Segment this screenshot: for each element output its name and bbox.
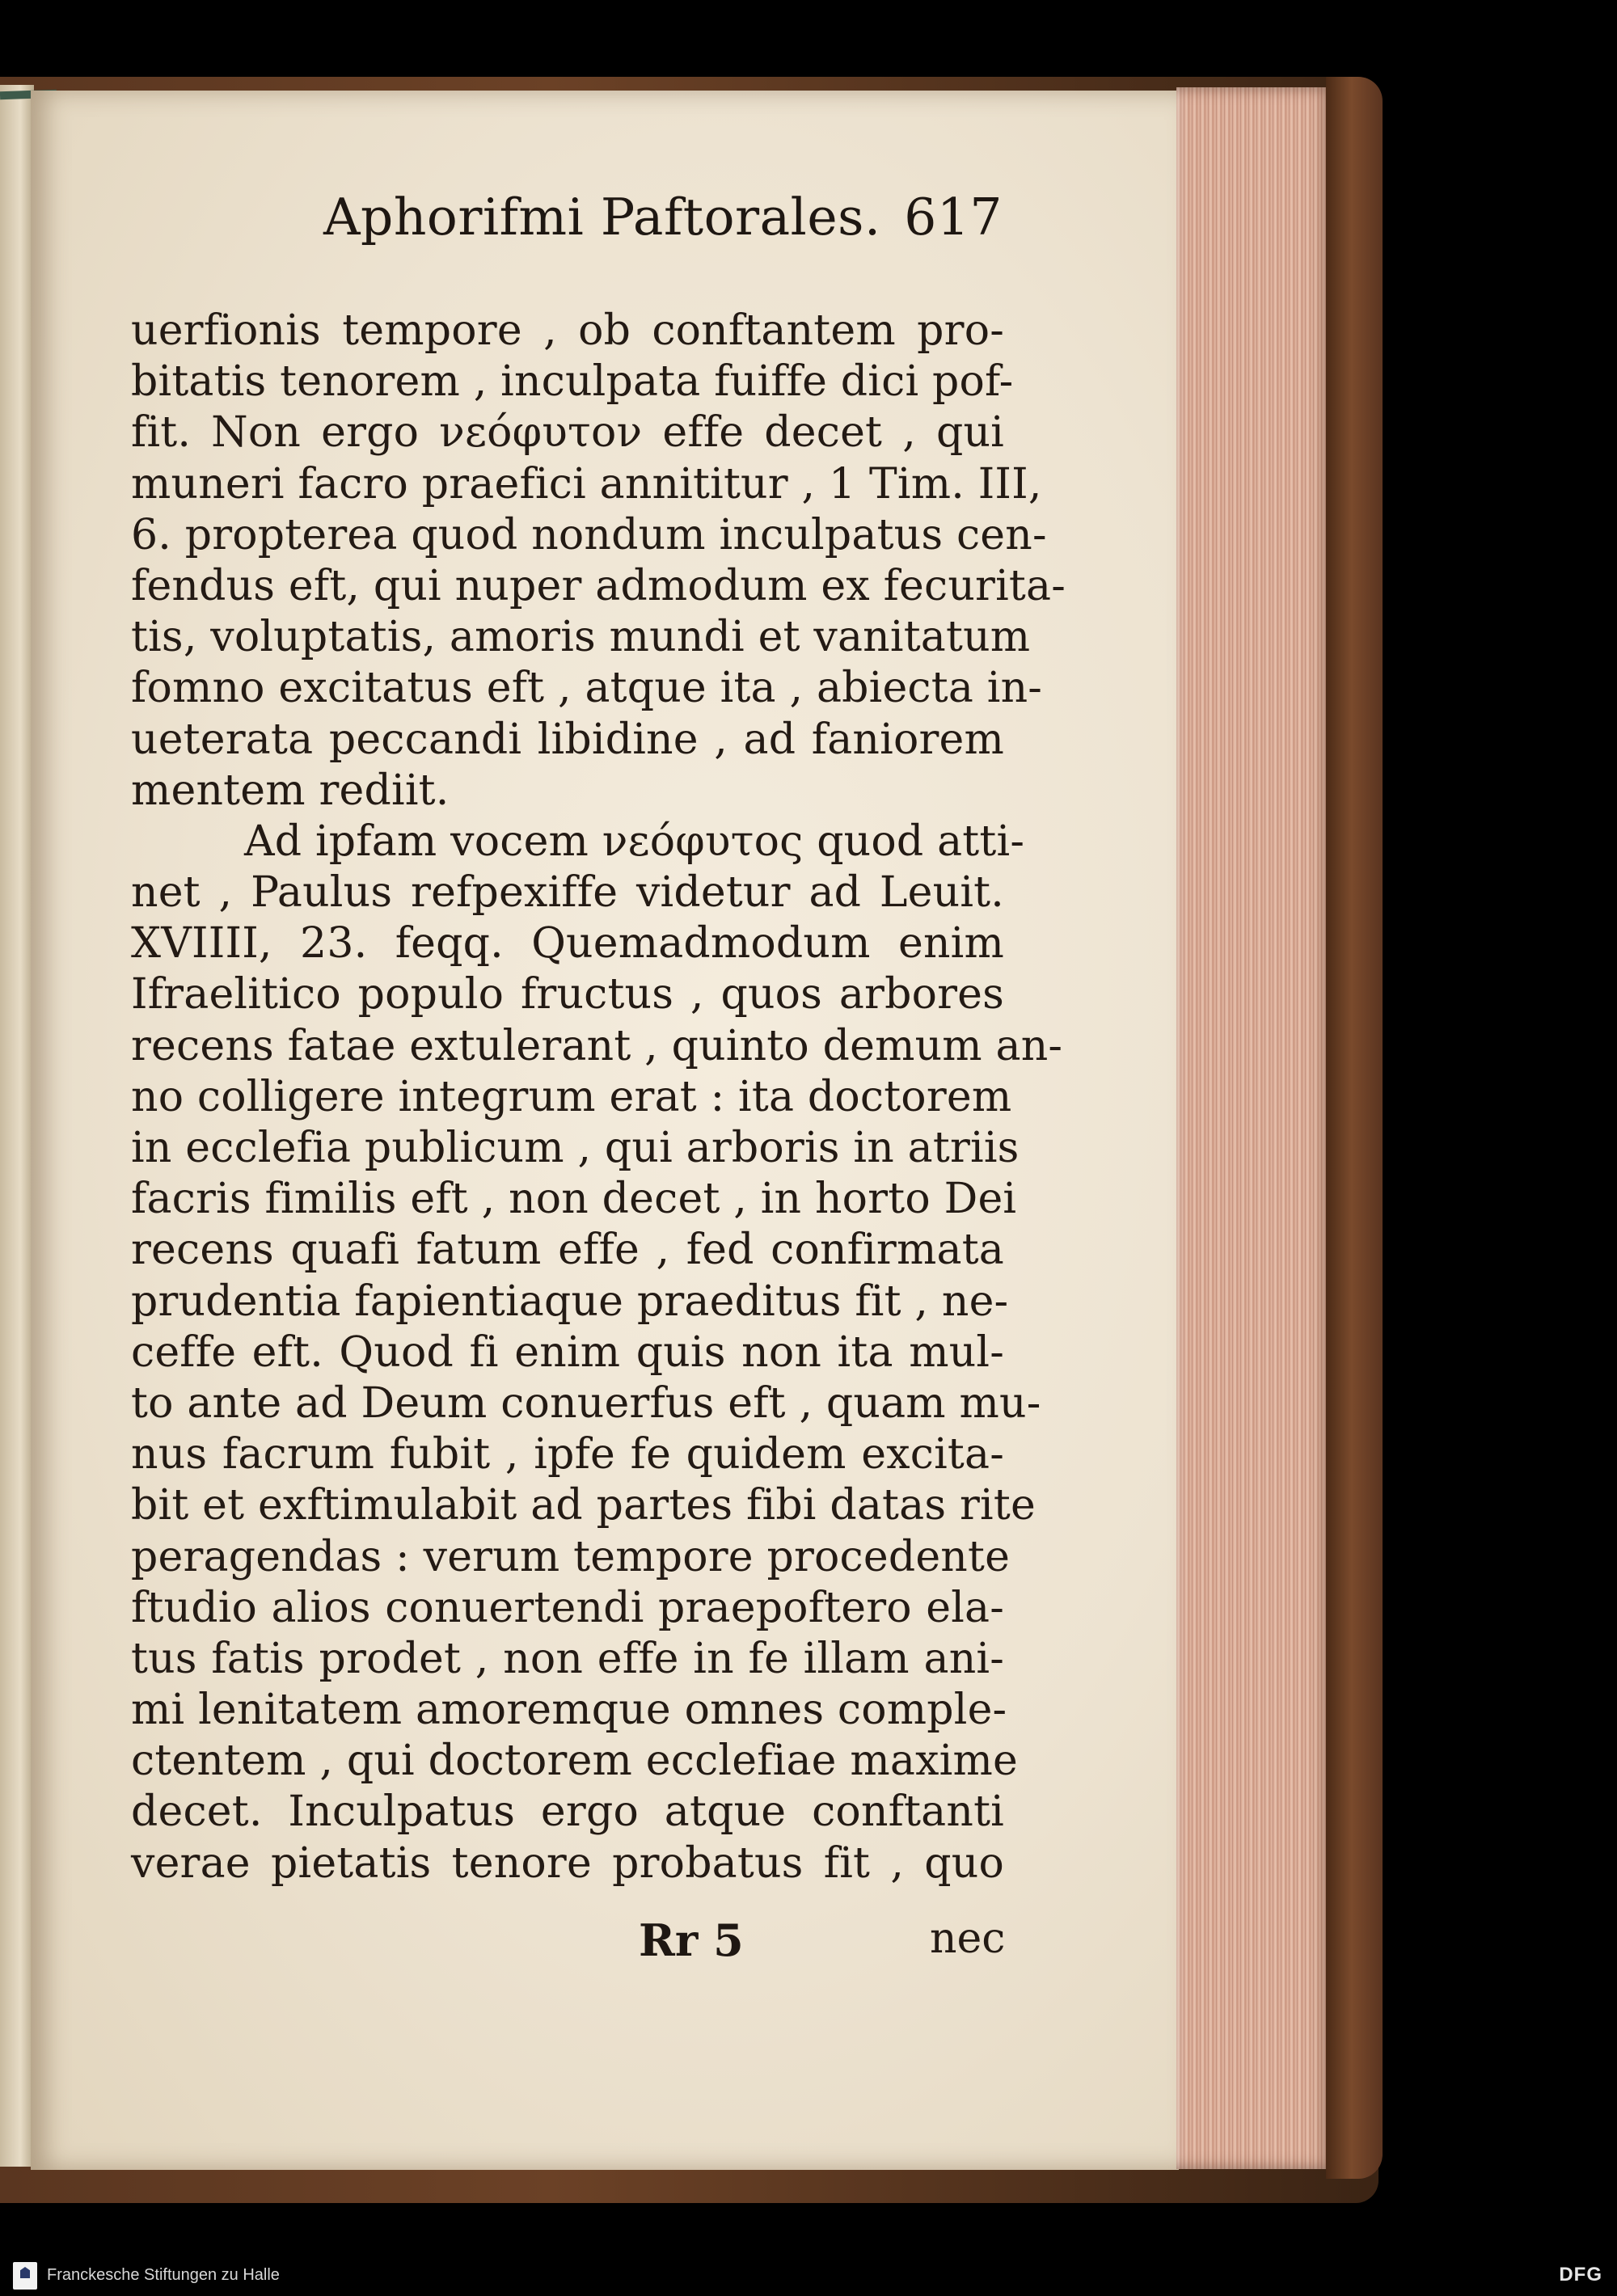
dfg-logo[interactable]: DFG	[1559, 2264, 1602, 2285]
text-line: ceffe eft. Quod fi enim quis non ita mul-	[131, 1327, 1004, 1377]
text-line: bitatis tenorem , inculpata fuiffe dici pof-	[131, 357, 1014, 407]
text-line: peragendas : verum tempore procedente	[131, 1532, 1011, 1581]
text-line: to ante ad Deum conuerfus eft , quam mu-	[131, 1378, 1041, 1428]
text-line: recens quafi fatum effe , fed confirmata	[131, 1226, 1004, 1275]
text-line: tus fatis prodet , non effe in fe illam ani-	[131, 1634, 1004, 1683]
text-line: XVIIII, 23. feqq. Quemadmodum enim	[131, 919, 1004, 969]
text-line: uerfionis tempore , ob conftantem pro-	[131, 306, 1004, 355]
text-line: ftudio alios conuertendi praepoftero ela-	[131, 1583, 1004, 1632]
text-line: recens fatae extulerant , quinto demum an-	[131, 1021, 1063, 1070]
page-fore-edge	[1176, 87, 1334, 2169]
text-line: Ad ipfam vocem νεόφυτος quod atti-	[244, 817, 1025, 866]
text-line: facris fimilis eft , non decet , in horto Dei	[131, 1175, 1017, 1224]
text-line: nus facrum fubit , ipfe fe quidem excita-	[131, 1430, 1004, 1479]
viewer-footer	[0, 2256, 1617, 2296]
text-line: net , Paulus refpexiffe videtur ad Leuit.	[131, 868, 1004, 918]
text-line: ueterata peccandi libidine , ad faniorem	[131, 715, 1004, 764]
body-text	[131, 306, 1066, 1889]
cover-edge	[1326, 77, 1383, 2179]
text-line: in ecclefia publicum , qui arboris in atriis	[131, 1124, 1020, 1172]
franckesche-stiftungen-logo-icon[interactable]	[13, 2262, 37, 2290]
text-line: ctentem , qui doctorem ecclefiae maxime	[131, 1737, 1018, 1786]
text-line: tis, voluptatis, amoris mundi et vanitatum	[131, 613, 1031, 662]
page-number: 617	[904, 188, 1003, 247]
running-title: Aphorifmi Paftorales.	[323, 188, 881, 247]
running-head	[323, 188, 1003, 260]
institution-name[interactable]: Franckesche Stiftungen zu Halle	[47, 2266, 280, 2284]
catchword: nec	[930, 1914, 1006, 1963]
text-line: fomno excitatus eft , atque ita , abiecta in-	[131, 664, 1043, 713]
text-line: prudentia fapientiaque praeditus fit , ne-	[131, 1277, 1009, 1326]
text-line: decet. Inculpatus ergo atque conftanti	[131, 1787, 1004, 1837]
text-line: fit. Non ergo νεόφυτον effe decet , qui	[131, 408, 1004, 458]
signature-mark: Rr 5	[639, 1914, 744, 1966]
text-line: mentem rediit.	[131, 766, 450, 815]
text-line: muneri facro praefici annititur , 1 Tim. III,	[131, 459, 1042, 509]
text-line: Ifraelitico populo fructus , quos arbores	[131, 970, 1004, 1019]
text-line: no colligere integrum erat : ita doctorem	[131, 1072, 1012, 1121]
text-line: verae pietatis tenore probatus fit , quo	[131, 1838, 1004, 1888]
text-line: bit et exftimulabit ad partes fibi datas rite	[131, 1481, 1036, 1530]
left-page-gutter	[0, 85, 34, 2167]
text-line: 6. propterea quod nondum inculpatus cen-	[131, 510, 1047, 559]
text-line: fendus eft, qui nuper admodum ex fecurita-	[131, 561, 1066, 610]
text-line: mi lenitatem amoremque omnes comple-	[131, 1686, 1007, 1735]
